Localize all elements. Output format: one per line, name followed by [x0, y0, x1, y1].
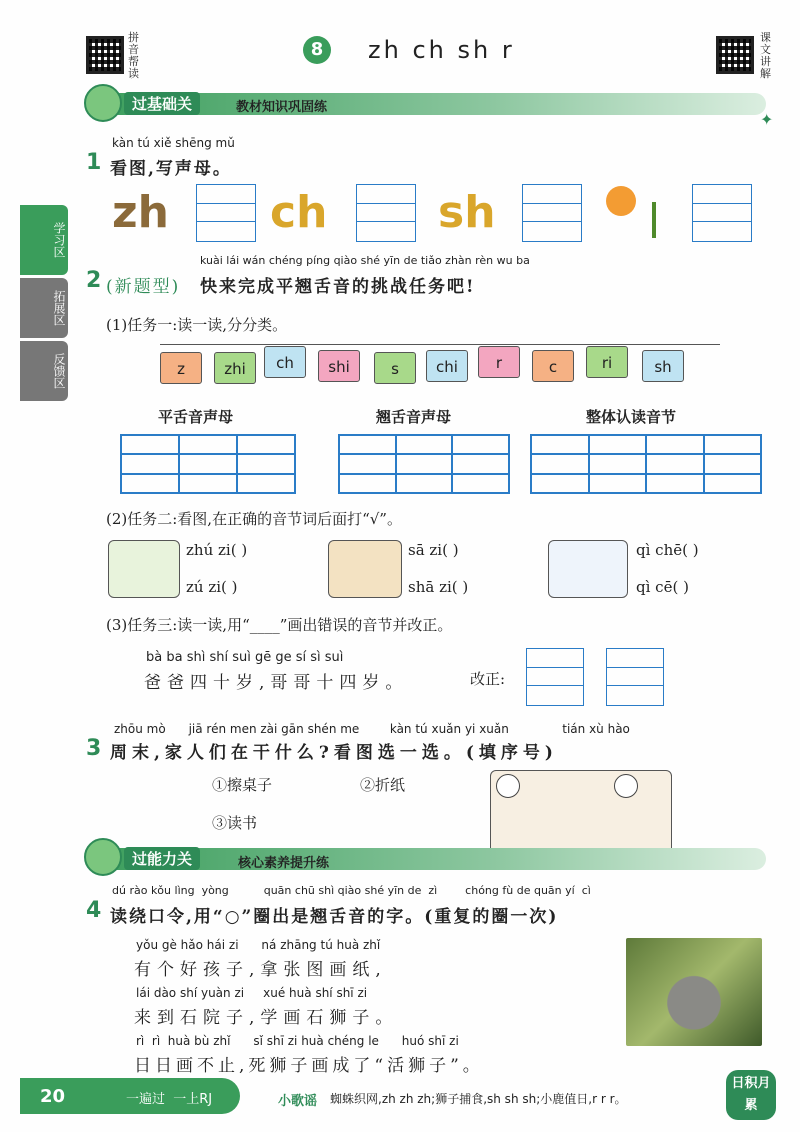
option-sazi[interactable]: sā zi( ): [408, 541, 459, 559]
rhyme-line1-pinyin: yǒu gè hǎo hái zi ná zhāng tú huà zhǐ: [136, 938, 381, 952]
answer-box-4[interactable]: [692, 184, 752, 242]
q3-number: 3: [86, 736, 102, 761]
side-tab-extend[interactable]: 拓展区: [20, 278, 68, 338]
category-flat: 平舌音声母: [158, 408, 234, 426]
q3-pinyin: zhōu mò jiā rén men zài gān shén me kàn tú xuǎn yi xuǎn tián xù hào: [114, 722, 630, 736]
letter-ch-picture: ch: [270, 187, 328, 238]
rhyme-line1: 有个好孩子,拿张图画纸,: [134, 960, 387, 980]
section-subtitle-ability: 核心素养提升练: [238, 856, 330, 871]
song-label: 小歌谣: [278, 1094, 318, 1109]
q2-number: 2: [86, 268, 102, 293]
card-shi[interactable]: shi: [318, 350, 360, 382]
qr-code-right[interactable]: [716, 36, 754, 74]
q1-number: 1: [86, 150, 102, 175]
section-tag-basic: 过基础关: [124, 92, 200, 115]
qr-left-caption: 拼音帮读: [128, 31, 139, 80]
q2-tag: (新题型): [106, 277, 181, 297]
q4-number: 4: [86, 898, 102, 923]
song-text: 蜘蛛织网,zh zh zh;狮子捕食,sh sh sh;小鹿值日,r r r。: [330, 1092, 627, 1106]
q2-pinyin: kuài lái wán chéng píng qiào shé yīn de tiǎo zhàn rèn wu ba: [200, 254, 530, 267]
mascot-icon-2: [84, 838, 122, 876]
correct-label: 改正:: [470, 670, 506, 688]
bamboo-picture: [108, 540, 180, 598]
card-string: [160, 344, 720, 345]
option-shazi[interactable]: shā zi( ): [408, 578, 469, 596]
side-tab-study[interactable]: 学习区: [20, 205, 68, 275]
task3-text: (3)任务三:读一读,用“____”画出错误的音节并改正。: [106, 616, 453, 634]
star-icon: ✦: [760, 110, 774, 129]
answer-box-1[interactable]: [196, 184, 256, 242]
rhyme-line2: 来到石院子,学画石狮子。: [134, 1008, 399, 1028]
page-number: 20: [40, 1086, 66, 1107]
qr-code-left[interactable]: [86, 36, 124, 74]
task1-text: (1)任务一:读一读,分分类。: [106, 316, 288, 334]
sand-picture: [328, 540, 402, 598]
rhyme-line3: 日日画不止,死狮子画成了“活狮子”。: [134, 1056, 484, 1076]
card-chi[interactable]: chi: [426, 350, 468, 382]
answer-grid-whole[interactable]: [530, 434, 762, 494]
card-ch[interactable]: ch: [264, 346, 306, 378]
option-zhuzi[interactable]: zhú zi( ): [186, 541, 248, 559]
card-c[interactable]: c: [532, 350, 574, 382]
option-qiche[interactable]: qì chē( ): [636, 541, 699, 559]
sun-sprout-picture: [602, 182, 682, 242]
card-z[interactable]: z: [160, 352, 202, 384]
section-subtitle-basic: 教材知识巩固练: [236, 100, 328, 115]
stone-lion-photo: [626, 938, 762, 1046]
correct-box-2[interactable]: [606, 648, 664, 706]
option-fold-paper: ②折纸: [360, 776, 406, 794]
q4-text: 读绕口令,用“○”圈出是翘舌音的字。(重复的圈一次): [110, 907, 559, 927]
letter-zh-picture: zh: [112, 187, 169, 238]
sprout-icon: [652, 202, 656, 238]
mascot-icon: [84, 84, 122, 122]
q4-pinyin: dú rào kǒu lìng yòng quān chū shì qiào shé yīn de zì chóng fù de quān yí cì: [112, 884, 591, 897]
answer-grid-flat[interactable]: [120, 434, 296, 494]
option-wipe-table: ①擦桌子: [212, 776, 273, 794]
category-retroflex: 翘舌音声母: [376, 408, 452, 426]
answer-circle-1[interactable]: [496, 774, 520, 798]
q2-text: 快来完成平翘舌音的挑战任务吧!: [200, 277, 476, 297]
letter-sh-picture: sh: [438, 187, 496, 238]
card-zhi[interactable]: zhi: [214, 352, 256, 384]
daily-badge: 日积月累: [726, 1070, 776, 1120]
side-tab-feedback[interactable]: 反馈区: [20, 341, 68, 401]
q3-text: 周末,家人们在干什么?看图选一选。(填序号): [110, 743, 558, 763]
answer-box-3[interactable]: [522, 184, 582, 242]
category-whole: 整体认读音节: [586, 408, 677, 426]
sentence-text: 爸爸四十岁,哥哥十四岁。: [144, 673, 409, 693]
option-qice[interactable]: qì cē( ): [636, 578, 689, 596]
answer-grid-retroflex[interactable]: [338, 434, 510, 494]
series-name: 一遍过 一上RJ: [126, 1092, 213, 1107]
option-read-book: ③读书: [212, 814, 258, 832]
rhyme-line3-pinyin: rì rì huà bù zhǐ sǐ shī zi huà chéng le huó shī zi: [136, 1034, 459, 1048]
sentence-pinyin: bà ba shì shí suì gē ge sí sì suì: [146, 650, 344, 665]
lesson-number: 8: [303, 36, 331, 64]
correct-box-1[interactable]: [526, 648, 584, 706]
card-ri[interactable]: ri: [586, 346, 628, 378]
sun-icon: [606, 186, 636, 216]
answer-circle-2[interactable]: [614, 774, 638, 798]
card-s[interactable]: s: [374, 352, 416, 384]
answer-box-2[interactable]: [356, 184, 416, 242]
option-zuzi[interactable]: zú zi( ): [186, 578, 238, 596]
rhyme-line2-pinyin: lái dào shí yuàn zi xué huà shí shī zi: [136, 986, 368, 1000]
q1-pinyin: kàn tú xiě shēng mǔ: [112, 136, 235, 150]
car-picture: [548, 540, 628, 598]
qr-right-caption: 课文讲解: [760, 31, 771, 80]
card-r[interactable]: r: [478, 346, 520, 378]
card-sh[interactable]: sh: [642, 350, 684, 382]
section-tag-ability: 过能力关: [124, 847, 200, 870]
q1-text: 看图,写声母。: [110, 159, 232, 179]
lesson-title: zh ch sh r: [368, 36, 515, 64]
task2-text: (2)任务二:看图,在正确的音节词后面打“√”。: [106, 510, 402, 528]
